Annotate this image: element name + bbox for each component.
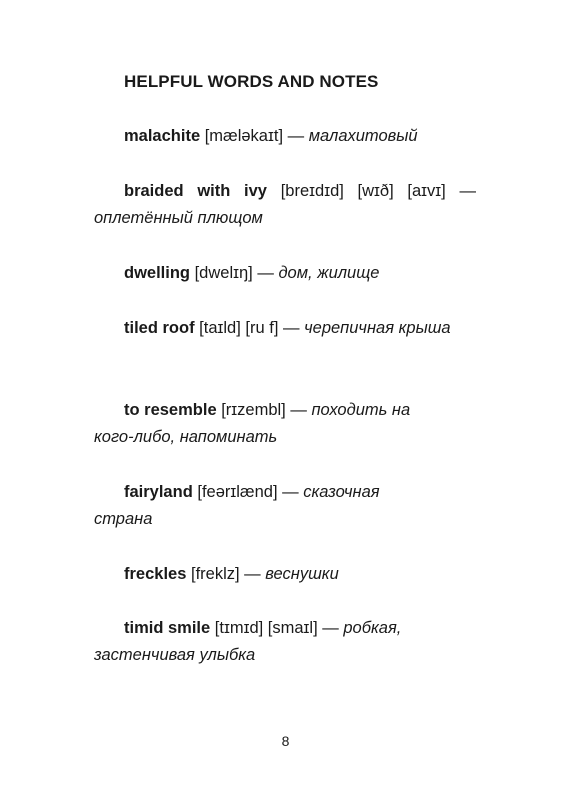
- entry-dash: —: [244, 565, 261, 583]
- entry-term: freckles: [124, 565, 187, 583]
- entry-transcription: [rɪzembl]: [221, 401, 286, 419]
- page-number: 8: [281, 733, 290, 749]
- vocab-entry-freckles: [94, 561, 454, 588]
- entry-transcription: [mæləkaɪt]: [204, 127, 284, 145]
- entry-meaning: оплетённый плющом: [94, 209, 263, 227]
- entry-meaning: походить на кого-либо, напоминать: [94, 401, 411, 446]
- entry-dash: —: [459, 182, 476, 200]
- entry-meaning: веснушки: [265, 565, 339, 583]
- vocab-entry-braided-with-ivy: [94, 178, 476, 232]
- entry-term: tiled roof: [124, 319, 195, 337]
- entry-transcription: [tɪmɪd] [smaɪl]: [214, 619, 318, 637]
- entry-meaning: робкая, застенчивая улыбка: [94, 619, 402, 664]
- vocab-entry-dwelling: [94, 260, 454, 287]
- entry-transcription: [feərɪlænd]: [197, 483, 278, 501]
- entry-transcription: [dwelɪŋ]: [194, 264, 253, 282]
- entry-term: braided with ivy: [124, 182, 267, 200]
- entry-transcription: [taɪld] [ru f]: [199, 319, 279, 337]
- entry-meaning: черепичная крыша: [304, 319, 451, 337]
- entry-term: malachite: [124, 127, 201, 145]
- entry-meaning: малахитовый: [308, 127, 418, 145]
- entry-dash: —: [257, 264, 274, 282]
- entry-dash: —: [283, 319, 300, 337]
- entry-meaning: сказочная страна: [94, 483, 380, 528]
- vocab-entry-fairyland: [94, 479, 414, 533]
- entry-term: dwelling: [124, 264, 190, 282]
- section-heading: HELPFUL WORDS AND NOTES: [124, 72, 379, 91]
- vocab-entry-to-resemble: [94, 397, 439, 451]
- entry-term: fairyland: [124, 483, 193, 501]
- entry-dash: —: [282, 483, 299, 501]
- entry-dash: —: [290, 401, 307, 419]
- vocab-entry-tiled-roof: [94, 315, 476, 342]
- vocab-entry-malachite: [94, 123, 454, 150]
- vocab-entry-timid-smile: [94, 615, 439, 669]
- entry-term: to resemble: [124, 401, 217, 419]
- page-content: [94, 0, 476, 807]
- entry-term: timid smile: [124, 619, 211, 637]
- entry-meaning: дом, жилище: [278, 264, 380, 282]
- entry-transcription: [freklz]: [190, 565, 240, 583]
- entry-transcription: [breɪdɪd] [wɪð] [aɪvɪ]: [280, 182, 446, 200]
- entry-dash: —: [322, 619, 339, 637]
- entry-dash: —: [287, 127, 305, 145]
